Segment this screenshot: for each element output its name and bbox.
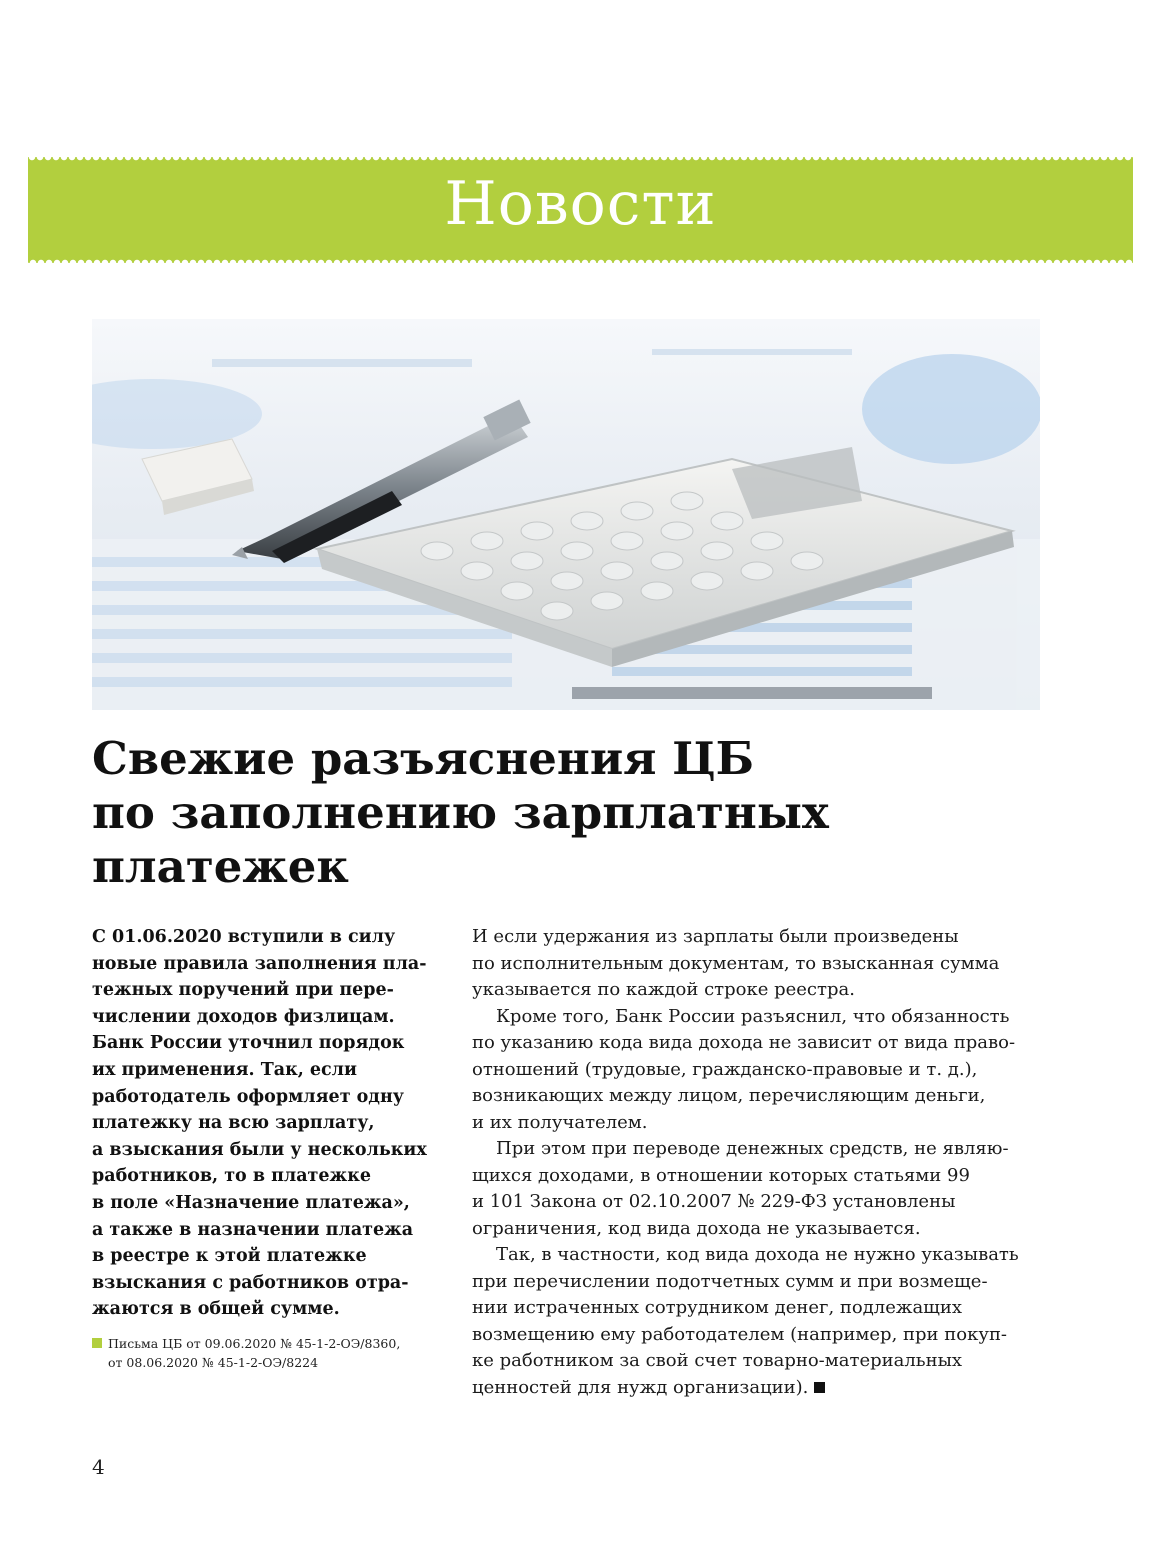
- body-last-line: [472, 1375, 1052, 1402]
- body-line: ценностей для нужд организации).: [472, 1376, 809, 1398]
- lead-line: взыскания с работников отра-: [92, 1272, 409, 1293]
- lead-line: новые правила заполнения пла-: [92, 953, 427, 974]
- body-line: отношений (трудовые, гражданско-правовые и т. д.),: [472, 1058, 978, 1080]
- body-line: и их получателем.: [472, 1111, 648, 1133]
- lead-line: а также в назначении платежа: [92, 1219, 414, 1240]
- lead-line: в поле «Назначение платежа»,: [92, 1192, 410, 1213]
- lead-line: работодатель оформляет одну: [92, 1086, 404, 1107]
- lead-line: платежку на всю зарплату,: [92, 1113, 375, 1134]
- body-line: нии истраченных сотрудником денег, подлежащих: [472, 1297, 963, 1318]
- lead-line: тежных поручений при пере-: [92, 980, 394, 1001]
- article-headline: [92, 732, 1072, 894]
- body-line: по исполнительным документам, то взысканная сумма: [472, 952, 1000, 974]
- body-line: по указанию кода вида дохода не зависит от вида право-: [472, 1032, 1016, 1053]
- article-photo: [92, 319, 1040, 710]
- body-line: ограничения, код вида дохода не указывается.: [472, 1217, 921, 1239]
- body-line: и 101 Закона от 02.10.2007 № 229-ФЗ установлены: [472, 1191, 956, 1212]
- lead-line: их применения. Так, если: [92, 1059, 358, 1080]
- article-source: [92, 1334, 442, 1372]
- headline-line: по заполнению зарплатных: [92, 786, 829, 839]
- lead-line: Банк России уточнил порядок: [92, 1033, 405, 1054]
- bullet-square-icon: [92, 1338, 102, 1348]
- source-line: от 08.06.2020 № 45-1-2-ОЭ/8224: [108, 1355, 319, 1370]
- lead-line: в реестре к этой платежке: [92, 1246, 367, 1267]
- lead-line: числении доходов физлицам.: [92, 1006, 395, 1027]
- lead-line: жаются в общей сумме.: [92, 1299, 340, 1320]
- article-lead: [92, 924, 432, 1323]
- body-line: возникающих между лицом, перечисляющим деньги,: [472, 1085, 986, 1106]
- page-number: 4: [92, 1455, 105, 1479]
- body-line: И если удержания из зарплаты были произведены: [472, 926, 959, 947]
- end-mark-icon: [814, 1382, 825, 1393]
- body-line: щихся доходами, в отношении которых статьями 99: [472, 1164, 970, 1186]
- lead-line: С 01.06.2020 вступили в силу: [92, 927, 396, 947]
- section-banner: [28, 157, 1133, 263]
- section-title: Новости: [444, 169, 717, 239]
- headline-line: Свежие разъяснения ЦБ: [92, 732, 755, 785]
- body-line: Так, в частности, код вида дохода не нужно указывать: [496, 1244, 1019, 1265]
- body-line: ке работником за свой счет товарно-материальных: [472, 1350, 963, 1371]
- body-line: указывается по каждой строке реестра.: [472, 979, 855, 1000]
- body-line: возмещению ему работодателем (например, при покуп-: [472, 1323, 1008, 1345]
- body-line: При этом при переводе денежных средств, не являю-: [496, 1138, 1009, 1159]
- body-line: Кроме того, Банк России разъяснил, что обязанность: [496, 1005, 1010, 1027]
- source-line: Письма ЦБ от 09.06.2020 № 45-1-2-ОЭ/8360,: [108, 1336, 401, 1351]
- lead-line: работников, то в платежке: [92, 1166, 371, 1187]
- lead-line: а взыскания были у нескольких: [92, 1139, 427, 1160]
- article-body: [472, 924, 1052, 1401]
- body-line: при перечислении подотчетных сумм и при возмеще-: [472, 1270, 988, 1292]
- headline-line: платежек: [92, 840, 349, 893]
